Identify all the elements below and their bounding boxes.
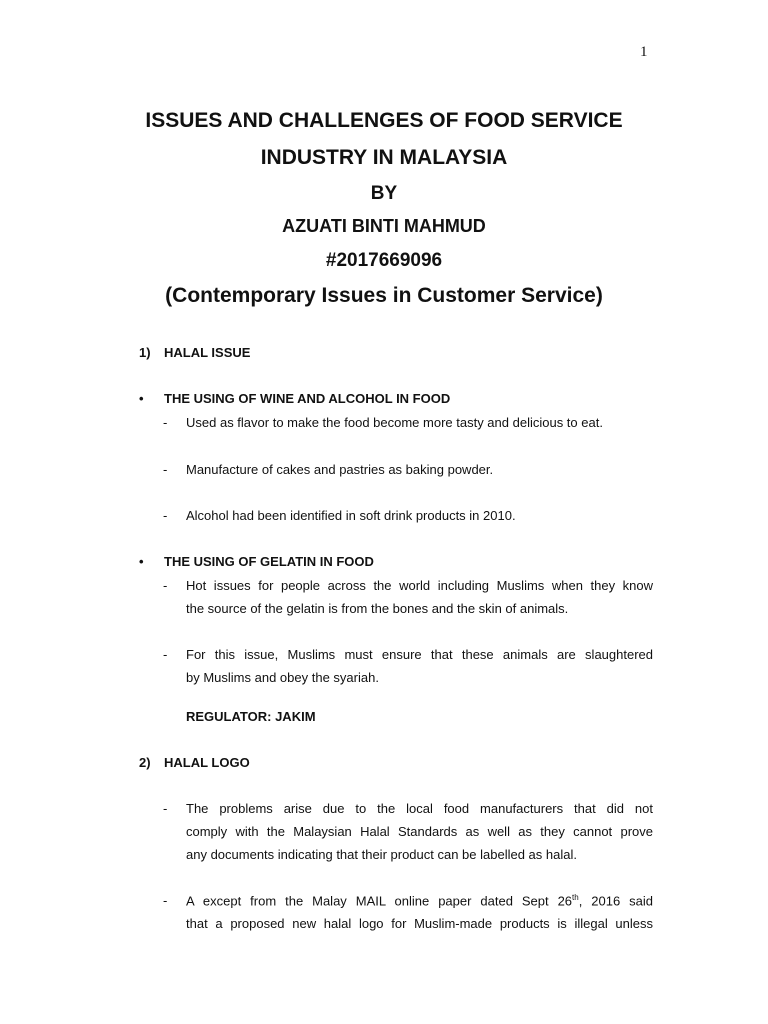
list-item-text: by Muslims and obey the syariah. [186, 670, 379, 685]
title-by: BY [370, 183, 398, 204]
title-line-1: ISSUES AND CHALLENGES OF FOOD SERVICE [145, 109, 623, 132]
list-item-text: any documents indicating that their product can be labelled as halal. [186, 847, 577, 862]
list-item-text: For this issue, Muslims must ensure that these animals are slaughtered [186, 647, 653, 662]
list-item-text: Manufacture of cakes and pastries as baking powder. [186, 462, 494, 477]
section-title: HALAL ISSUE [164, 345, 251, 360]
dash-marker: - [163, 893, 168, 908]
course-name: (Contemporary Issues in Customer Service) [165, 284, 603, 307]
section-number: 1) [139, 345, 151, 360]
author-name: AZUATI BINTI MAHMUD [282, 216, 486, 236]
section-number: 2) [139, 755, 151, 770]
section-title: HALAL LOGO [164, 755, 250, 770]
list-item-text: Hot issues for people across the world including Muslims when they know [186, 578, 653, 593]
list-item-text [186, 893, 653, 908]
superscript: th [572, 893, 579, 902]
regulator-label: REGULATOR: JAKIM [186, 709, 316, 724]
list-item-text: that a proposed new halal logo for Muslim-made products is illegal unless [186, 916, 653, 931]
bullet-icon: • [139, 554, 144, 569]
list-item-text: Alcohol had been identified in soft drink products in 2010. [186, 508, 516, 523]
list-item-text: Used as flavor to make the food become more tasty and delicious to eat. [186, 415, 603, 430]
list-item-text: the source of the gelatin is from the bones and the skin of animals. [186, 601, 569, 616]
student-id: #2017669096 [325, 250, 443, 271]
dash-marker: - [163, 647, 168, 662]
title-line-2: INDUSTRY IN MALAYSIA [260, 146, 508, 169]
bullet-icon: • [139, 391, 144, 406]
topic-title: THE USING OF WINE AND ALCOHOL IN FOOD [164, 391, 451, 406]
dash-marker: - [163, 508, 168, 523]
text-segment: , 2016 said [578, 893, 653, 909]
dash-marker: - [163, 578, 168, 593]
topic-title: THE USING OF GELATIN IN FOOD [164, 554, 374, 569]
page-number: 1 [640, 44, 648, 60]
dash-marker: - [163, 801, 168, 816]
dash-marker: - [163, 462, 168, 477]
list-item-text: comply with the Malaysian Halal Standards as well as they cannot prove [186, 824, 653, 839]
text-segment: A except from the Malay MAIL online paper dated Sept 26 [186, 893, 573, 909]
dash-marker: - [163, 415, 168, 430]
list-item-text: The problems arise due to the local food manufacturers that did not [186, 801, 653, 816]
